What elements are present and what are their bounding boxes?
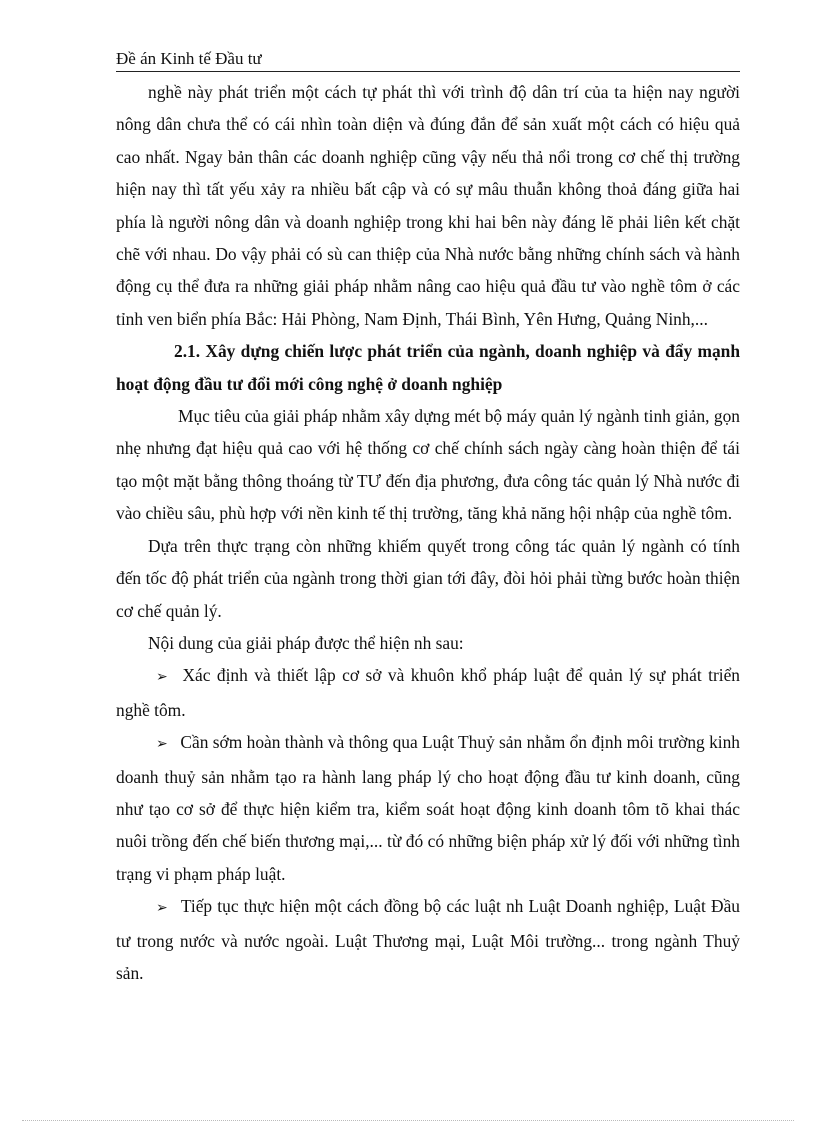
bullet-text: Tiếp tục thực hiện một cách đồng bộ các luật nh Luật Doanh nghiệp, Luật Đầu tư trong nước và nước ngoài. Luật Thương mại, Luật Môi trường... trong ngành Thuỷ sản. — [116, 896, 740, 983]
paragraph-content-intro: Nội dung của giải pháp được thể hiện nh sau: — [148, 632, 464, 653]
arrow-bullet-icon: ➢ — [156, 900, 168, 917]
paragraph-situation: Dựa trên thực trạng còn những khiếm quyết trong công tác quản lý ngành có tính đến tốc độ phát triển của ngành trong thời gian tới đây, đòi hỏi phải từng bước hoàn thiện cơ chế quản lý. — [116, 535, 740, 621]
paragraph-objective: Mục tiêu của giải pháp nhằm xây dựng mét bộ máy quản lý ngành tinh giản, gọn nhẹ nhưng đạt hiệu quả cao với hệ thống cơ chế chính sách ngày càng hoàn thiện để tái tạo một mặt bằng thông thoáng từ TƯ đến địa phương, đưa công tác quản lý Nhà nước đi vào chiều sâu, phù hợp với nền kinh tế thị trường, tăng khả năng hội nhập của nghề tôm. — [116, 406, 740, 524]
arrow-bullet-icon: ➢ — [156, 669, 168, 686]
document-body — [116, 76, 740, 989]
bullet-item — [116, 659, 740, 726]
page-bottom-border — [22, 1120, 794, 1121]
section-heading: 2.1. Xây dựng chiến lược phát triển của ngành, doanh nghiệp và đẩy mạnh hoạt động đầu tư đổi mới công nghệ ở doanh nghiệp — [116, 341, 740, 394]
page-header: Đề án Kinh tế Đầu tư — [116, 49, 262, 68]
bullet-item — [116, 890, 740, 989]
bullet-text: Cần sớm hoàn thành và thông qua Luật Thuỷ sản nhằm ổn định môi trường kinh doanh thuỷ sản nhằm tạo ra hành lang pháp lý cho hoạt động đầu tư kinh doanh, cũng như tạo cơ sở để thực hiện kiểm tra, kiểm soát hoạt động kinh doanh tôm tõ khai thác nuôi trồng đến chế biến thương mại,... từ đó có những biện pháp xử lý đối với những tình trạng vi phạm pháp luật. — [116, 732, 740, 884]
bullet-text: Xác định và thiết lập cơ sở và khuôn khổ pháp luật để quản lý sự phát triển nghề tôm. — [116, 665, 740, 720]
paragraph-intro: nghề này phát triển một cách tự phát thì với trình độ dân trí của ta hiện nay người nông dân chưa thể có cái nhìn toàn diện và đúng đắn để sản xuất một cách có hiệu quả cao nhất. Ngay bản thân các doanh nghiệp cũng vậy nếu thả nổi trong cơ chế thị trường hiện nay thì tất yếu xảy ra nhiều bất cập và có sự mâu thuẫn không thoả đáng giữa hai phía là người nông dân và doanh nghiệp trong khi hai bên này đáng lẽ phải liên kết chặt chẽ với nhau. Do vậy phải có sù can thiệp của Nhà nước bằng những chính sách và hành động cụ thể đưa ra những giải pháp nhằm nâng cao hiệu quả đầu tư vào nghề tôm ở các tỉnh ven biển phía Bắc: Hải Phòng, Nam Định, Thái Bình, Yên Hưng, Quảng Ninh,... — [116, 82, 740, 329]
arrow-bullet-icon: ➢ — [156, 736, 168, 753]
header-rule — [116, 71, 740, 72]
bullet-item — [116, 726, 740, 890]
